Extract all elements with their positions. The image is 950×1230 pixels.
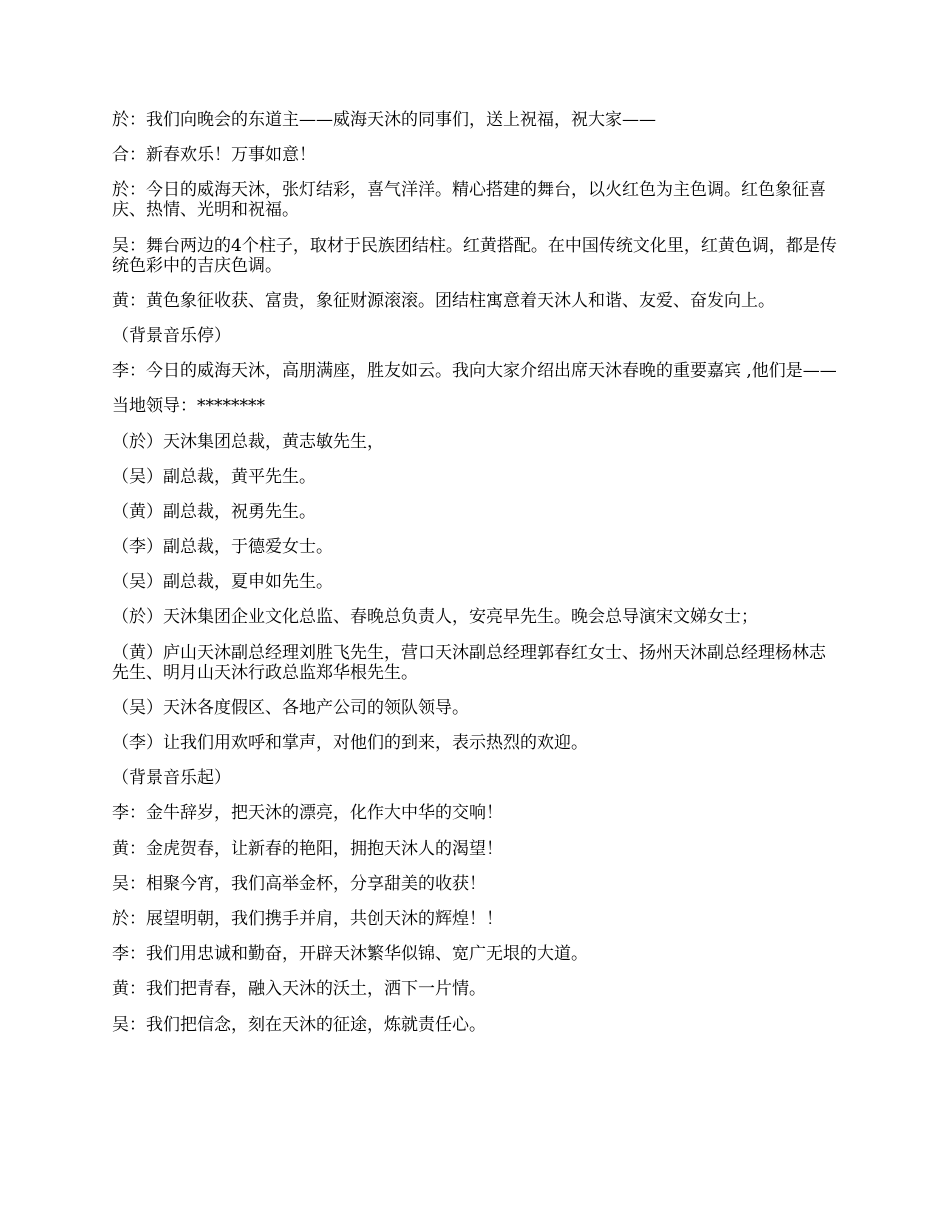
paragraph-1: 於：我们向晚会的东道主——威海天沐的同事们，送上祝福，祝大家—— <box>112 110 656 130</box>
paragraph-16: （吴）天沐各度假区、各地产公司的领队领导。 <box>112 697 469 718</box>
paragraph-21: 吴：相聚今宵，我们高举金杯，分享甜美的收获！ <box>112 873 486 894</box>
paragraph-22: 於：展望明朝，我们携手并肩，共创天沐的辉煌！！ <box>112 908 503 929</box>
paragraph-4: 吴：舞台两边的4个柱子，取材于民族团结柱。红黄搭配。在中国传统文化里，红黄色调，都是传统色彩中的吉庆色调。 <box>112 235 837 276</box>
document-page <box>112 110 842 1050</box>
paragraph-25: 吴：我们把信念，刻在天沐的征途，炼就责任心。 <box>112 1014 486 1035</box>
paragraph-20: 黄：金虎贺春，让新春的艳阳，拥抱天沐人的渴望！ <box>112 838 503 859</box>
paragraph-9: （於）天沐集团总裁，黄志敏先生， <box>112 431 384 452</box>
paragraph-3: 於：今日的威海天沐，张灯结彩，喜气洋洋。精心搭建的舞台，以火红色为主色调。红色象征喜庆、热情、光明和祝福。 <box>112 180 826 221</box>
paragraph-15: （黄）庐山天沐副总经理刘胜飞先生，营口天沐副总经理郭春红女士、扬州天沐副总经理杨林志先生、明月山天沐行政总监郑华根先生。 <box>112 642 826 683</box>
stage-direction-music-stop: （背景音乐停） <box>112 325 231 346</box>
paragraph-5: 黄：黄色象征收获、富贵，象征财源滚滚。团结柱寓意着天沐人和谐、友爱、奋发向上。 <box>112 290 775 311</box>
paragraph-24: 黄：我们把青春，融入天沐的沃土，洒下一片情。 <box>112 979 486 1000</box>
paragraph-11: （黄）副总裁，祝勇先生。 <box>112 501 316 522</box>
paragraph-23: 李：我们用忠诚和勤奋，开辟天沐繁华似锦、宽广无垠的大道。 <box>112 944 588 965</box>
stage-direction-music-start: （背景音乐起） <box>112 768 231 789</box>
paragraph-19: 李：金牛辞岁，把天沐的漂亮，化作大中华的交响！ <box>112 803 503 824</box>
paragraph-17: （李）让我们用欢呼和掌声，对他们的到来，表示热烈的欢迎。 <box>112 733 588 753</box>
paragraph-13: （吴）副总裁，夏申如先生。 <box>112 572 333 593</box>
paragraph-8: 当地领导：******** <box>112 396 265 417</box>
paragraph-7: 李：今日的威海天沐，高朋满座，胜友如云。我向大家介绍出席天沐春晚的重要嘉宾 ,他们是—— <box>112 361 837 382</box>
paragraph-14: （於）天沐集团企业文化总监、春晚总负责人，安亮早先生。晚会总导演宋文娣女士； <box>112 607 758 628</box>
paragraph-2: 合：新春欢乐！万事如意！ <box>112 145 316 166</box>
paragraph-12: （李）副总裁，于德爱女士。 <box>112 537 333 558</box>
paragraph-10: （吴）副总裁，黄平先生。 <box>112 466 316 487</box>
